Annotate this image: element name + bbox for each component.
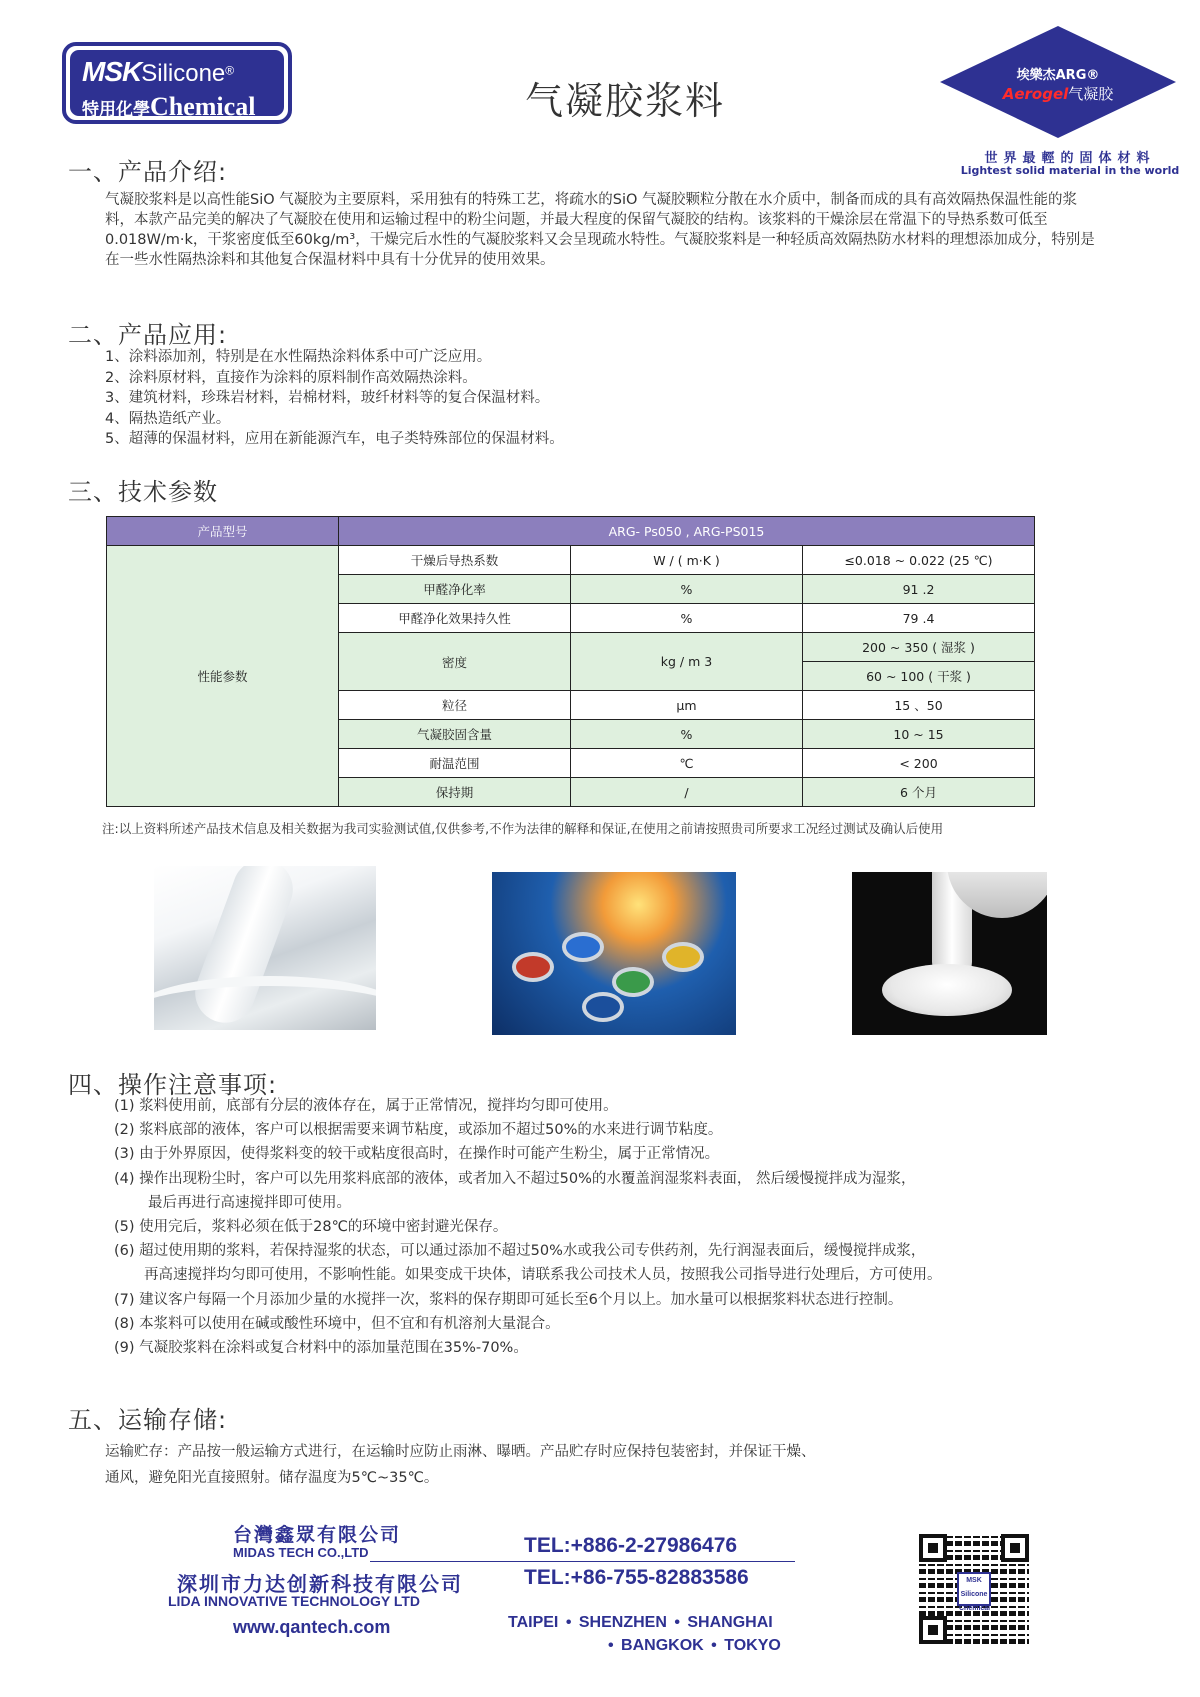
param-unit-cell: ℃ <box>571 749 803 778</box>
storage-line: 运输贮存：产品按一般运输方式进行，在运输时应防止雨淋、曝晒。产品贮存时应保持包装密封，并保证干燥、 <box>105 1444 816 1460</box>
msk-chemical-word: Chemical <box>150 92 256 121</box>
paint-can <box>612 967 654 997</box>
arg-brand-name: 埃樂杰ARG® <box>1016 68 1100 83</box>
intro-paragraph: 气凝胶浆料是以高性能SiO 气凝胶为主要原料，采用独有的特殊工艺，将疏水的SiO 气凝胶颗粒分散在水介质中，制备而成的具有高效隔热保温性能的浆料，本款产品完美的解决了气凝胶在使用和运输过程中的粉尘问题，并最大程度的保留气凝胶的结构。该浆料的干燥涂层在常温下的导热系数可低至0.018W/m·k，干浆密度低至60kg/m³，干燥完后水性的气凝胶浆料又会呈现疏水特性。气凝胶浆料是一种轻质高效隔热防水材料的理想添加成分，特别是在一些水性隔热涂料和其他复合保温材料中具有十分优异的使用效果。 <box>105 192 1095 268</box>
param-value-cell: ≤0.018 ~ 0.022 (25 ℃) <box>803 546 1035 575</box>
storage-line: 通风，避免阳光直接照射。储存温度为5℃~35℃。 <box>105 1470 439 1486</box>
operation-item: (9) 气凝胶浆料在涂料或复合材料中的添加量范围在35%-70%。 <box>114 1340 528 1357</box>
operation-item: (8) 本浆料可以使用在碱或酸性环境中，但不宜和有机溶剂大量混合。 <box>114 1315 560 1332</box>
param-name-cell: 密度 <box>339 633 571 691</box>
application-item: 3、建筑材料，珍珠岩材料，岩棉材料，玻纤材料等的复合保温材料。 <box>105 390 550 406</box>
footer-divider <box>370 1561 795 1562</box>
msk-chinese-name: 特用化學 <box>82 100 150 120</box>
arg-aerogel-word: Aerogel <box>1002 85 1069 103</box>
param-unit-cell: % <box>571 720 803 749</box>
operation-item: (6) 超过使用期的浆料，若保持湿浆的状态，可以通过添加不超过50%水或我公司专供药剂，先行润湿表面后，缓慢搅拌成浆， <box>114 1243 926 1260</box>
application-item: 1、涂料添加剂，特别是在水性隔热涂料体系中可广泛应用。 <box>105 349 492 365</box>
phone-taiwan: TEL:+886-2-27986476 <box>524 1534 738 1557</box>
company-taiwan-en: MIDAS TECH CO.,LTD <box>233 1545 369 1560</box>
qr-finder-pattern <box>919 1616 947 1644</box>
operation-item: (7) 建议客户每隔一个月添加少量的水搅拌一次，浆料的保存期即可延长至6个月以上。加水量可以根据浆料状态进行控制。 <box>114 1291 903 1308</box>
msk-silicone-word: Silicone <box>141 60 226 87</box>
company-shenzhen-en: LIDA INNOVATIVE TECHNOLOGY LTD <box>168 1593 420 1609</box>
company-shenzhen-cn: 深圳市力达创新科技有限公司 <box>177 1572 463 1596</box>
param-unit-cell: μm <box>571 691 803 720</box>
pouring-slurry-photo <box>852 872 1047 1035</box>
param-value-cell: 15 、50 <box>803 691 1035 720</box>
operation-item-continued: 再高速搅拌均匀即可使用，不影响性能。如果变成干块体，请联系我公司技术人员，按照我公司指导进行处理后，方可使用。 <box>144 1267 942 1284</box>
qr-center-logo: MSK Silicone Chemical <box>957 1572 991 1606</box>
disclaimer-note: 注:以上资料所述产品技术信息及相关数据为我司实验测试值,仅供参考,不作为法律的解释和保证,在使用之前请按照贵司所要求工况经过测试及确认后使用 <box>102 821 944 836</box>
paint-can <box>662 942 704 972</box>
param-unit-cell: % <box>571 575 803 604</box>
param-name-cell: 气凝胶固含量 <box>339 720 571 749</box>
operation-item: (4) 操作出现粉尘时，客户可以先用浆料底部的液体，或者加入不超过50%的水覆盖润湿浆料表面， 然后缓慢搅拌成为湿浆， <box>114 1170 916 1187</box>
param-unit-cell: % <box>571 604 803 633</box>
tech-heading: 三、技术参数 <box>68 478 218 506</box>
office-cities-line1: TAIPEI • SHENZHEN • SHANGHAI <box>508 1614 773 1631</box>
application-item: 5、超薄的保温材料，应用在新能源汽车，电子类特殊部位的保温材料。 <box>105 431 564 447</box>
pouring-bowl <box>947 872 1047 918</box>
slurry-photo <box>154 866 376 1030</box>
slogan-chinese: 世界最輕的固体材料 <box>984 151 1156 166</box>
param-name-cell: 耐温范围 <box>339 749 571 778</box>
param-value-cell: 200 ~ 350 ( 湿浆 ) <box>803 633 1035 662</box>
operation-list <box>114 1094 1104 1360</box>
param-unit-cell: W / ( m·K ) <box>571 546 803 575</box>
storage-heading: 五、运输存储: <box>68 1406 228 1434</box>
website-link[interactable]: www.qantech.com <box>233 1617 391 1637</box>
param-value-cell: 91 .2 <box>803 575 1035 604</box>
performance-label-cell: 性能参数 <box>107 546 339 807</box>
arg-aerogel-logo <box>940 26 1176 138</box>
paint-can <box>562 932 604 962</box>
table-row <box>107 546 1035 575</box>
operation-item-continued: 最后再进行高速搅拌即可使用。 <box>148 1194 351 1211</box>
table-row <box>107 517 1035 546</box>
operation-item: (1) 浆料使用前，底部有分层的液体存在，属于正常情况，搅拌均匀即可使用。 <box>114 1098 618 1114</box>
param-value-cell: < 200 <box>803 749 1035 778</box>
storage-text <box>105 1439 1095 1491</box>
phone-shenzhen: TEL:+86-755-82883586 <box>524 1566 749 1589</box>
document-title: 气凝胶浆料 <box>524 79 725 123</box>
param-value-cell: 6 个月 <box>803 778 1035 807</box>
paint-can <box>582 992 624 1022</box>
model-label-cell: 产品型号 <box>107 517 339 546</box>
operation-item: (2) 浆料底部的液体，客户可以根据需要来调节粘度，或添加不超过50%的水来进行调节粘度。 <box>114 1122 723 1139</box>
msk-silicone-logo <box>62 42 292 124</box>
application-list <box>105 347 564 450</box>
model-value-cell: ARG- Ps050 , ARG-PS015 <box>339 517 1035 546</box>
operation-heading: 四、操作注意事项: <box>68 1071 278 1099</box>
office-cities-line2: • BANGKOK • TOKYO <box>608 1637 781 1654</box>
msk-logo-bottom-line <box>82 92 255 122</box>
paint-cans-photo <box>492 872 736 1035</box>
param-value-cell: 60 ~ 100 ( 干浆 ) <box>803 662 1035 691</box>
registered-mark: ® <box>225 63 235 78</box>
param-value-cell: 10 ~ 15 <box>803 720 1035 749</box>
param-unit-cell: kg / m 3 <box>571 633 803 691</box>
operation-item: (3) 由于外界原因，使得浆料变的较干或粘度很高时，在操作时可能产生粉尘，属于正常情况。 <box>114 1146 720 1163</box>
param-name-cell: 甲醛净化效果持久性 <box>339 604 571 633</box>
application-heading: 二、产品应用: <box>68 321 228 349</box>
arg-aerogel-line <box>940 83 1176 104</box>
param-value-cell: 79 .4 <box>803 604 1035 633</box>
param-name-cell: 保持期 <box>339 778 571 807</box>
application-item: 2、涂料原材料，直接作为涂料的原料制作高效隔热涂料。 <box>105 369 477 386</box>
company-taiwan-cn: 台灣鑫眾有限公司 <box>233 1524 402 1546</box>
msk-mark: MSK <box>82 56 142 87</box>
slogan-english: Lightest solid material in the world <box>960 164 1180 177</box>
qr-finder-pattern <box>1001 1534 1029 1562</box>
param-name-cell: 粒径 <box>339 691 571 720</box>
spec-table <box>106 516 1035 807</box>
param-name-cell: 干燥后导热系数 <box>339 546 571 575</box>
paint-can <box>512 952 554 982</box>
qr-finder-pattern <box>919 1534 947 1562</box>
qr-code <box>919 1534 1029 1644</box>
msk-logo-top-line <box>82 56 234 88</box>
application-item: 4、隔热造纸产业。 <box>105 410 231 427</box>
intro-heading: 一、产品介绍: <box>68 158 228 186</box>
msk-logo-panel <box>70 50 284 121</box>
arg-aerogel-cn: 气凝胶 <box>1068 85 1114 103</box>
param-unit-cell: / <box>571 778 803 807</box>
operation-item: (5) 使用完后，浆料必须在低于28℃的环境中密封避光保存。 <box>114 1219 508 1236</box>
param-name-cell: 甲醛净化率 <box>339 575 571 604</box>
